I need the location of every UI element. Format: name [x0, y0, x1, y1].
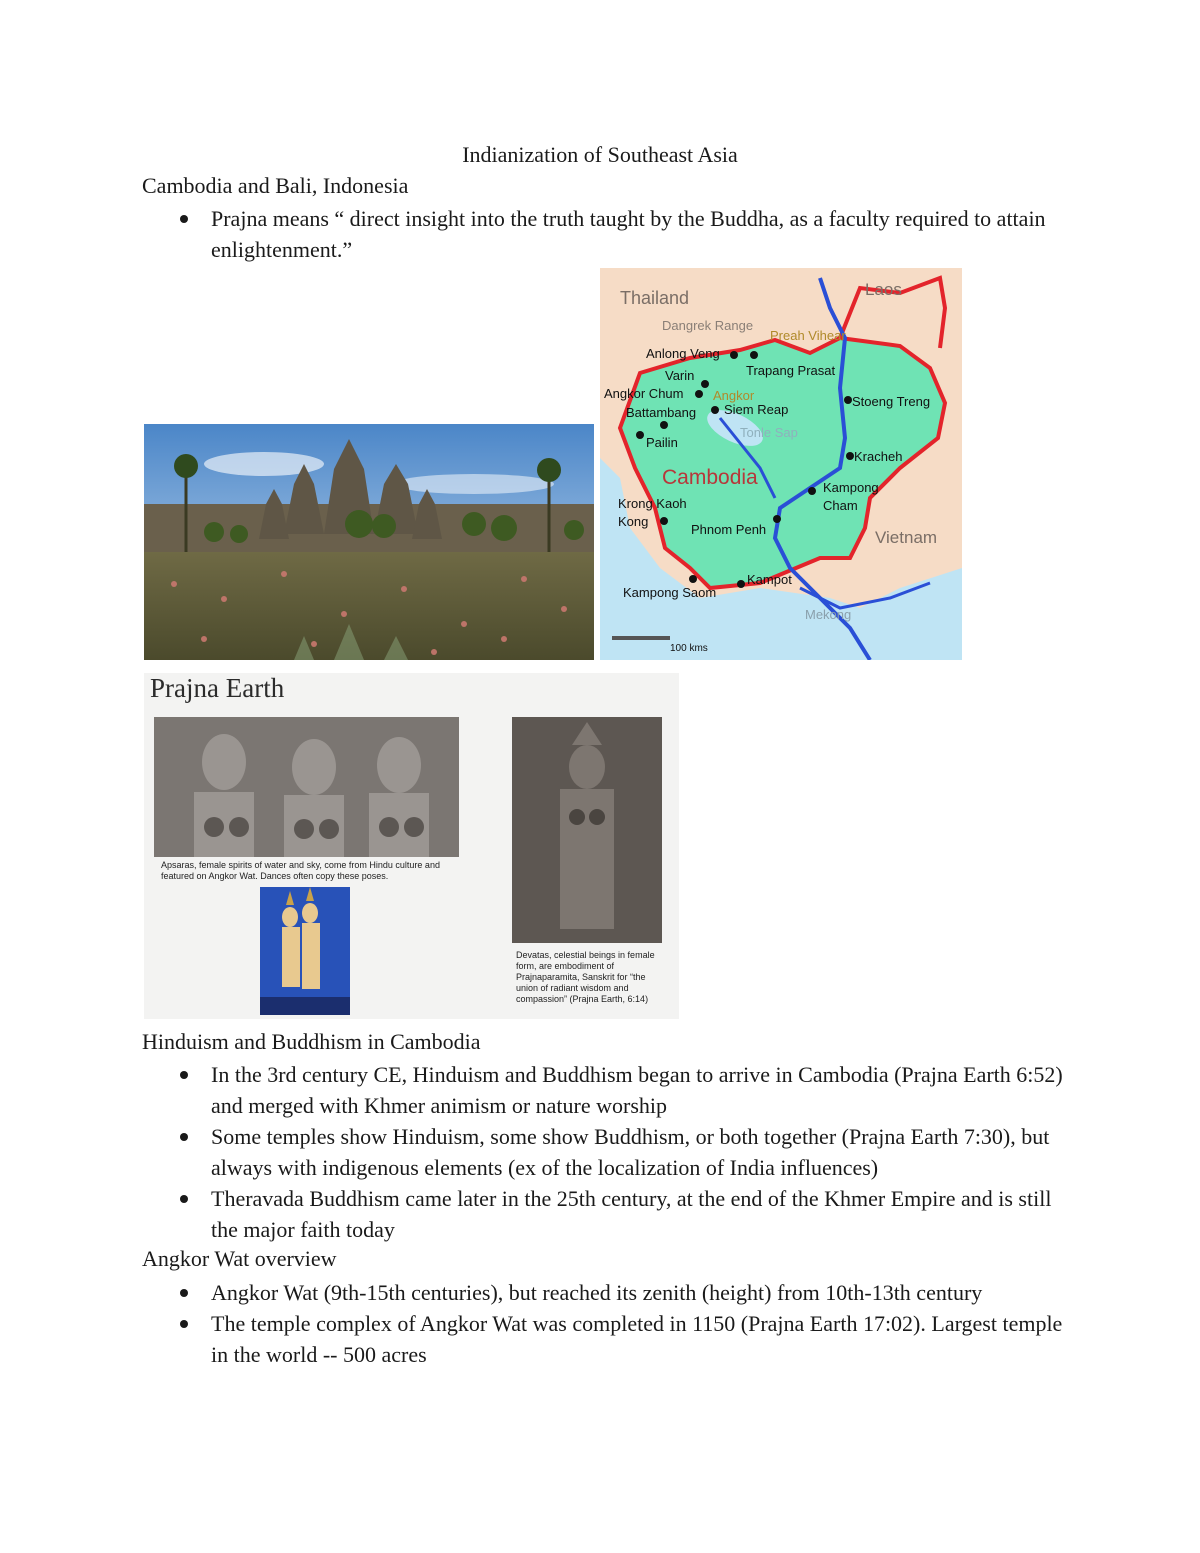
section-heading-angkor-wat: Angkor Wat overview	[142, 1246, 337, 1271]
map-label-mekong: Mekong	[805, 607, 852, 622]
map-label-kampot: Kampot	[747, 572, 792, 587]
city-marker	[808, 487, 816, 495]
section-heading-cambodia-bali: Cambodia and Bali, Indonesia	[142, 173, 409, 198]
list-item: Angkor Wat (9th-15th centuries), but reached its zenith (height) from 10th-13th century	[142, 1277, 1072, 1308]
city-marker	[844, 396, 852, 404]
map-label-phnom-penh: Phnom Penh	[691, 522, 767, 537]
map-label-dangrek: Dangrek Range	[662, 318, 754, 333]
bullet-list-angkor-wat	[142, 1277, 1072, 1370]
bullet-list-hinduism-buddhism	[142, 1059, 1072, 1245]
map-label-anlong-veng: Anlong Veng	[646, 346, 720, 361]
section-heading-hinduism-buddhism: Hinduism and Buddhism in Cambodia	[142, 1029, 481, 1054]
map-label-varin: Varin	[665, 368, 695, 383]
dancers-photo	[260, 887, 350, 1015]
city-marker	[730, 351, 738, 359]
map-label-krong-kaoh-1: Krong Kaoh	[618, 496, 687, 511]
map-label-laos: Laos	[865, 280, 902, 299]
map-label-krong-kaoh-2: Kong	[618, 514, 649, 529]
list-item: Theravada Buddhism came later in the 25th century, at the end of the Khmer Empire and is still the major faith today	[142, 1183, 1072, 1245]
map-label-angkor-chum: Angkor Chum	[604, 386, 684, 401]
cambodia-map	[600, 268, 962, 660]
map-label-cambodia: Cambodia	[662, 466, 758, 489]
map-label-trapang-prasat: Trapang Prasat	[746, 363, 836, 378]
city-marker	[695, 390, 703, 398]
map-label-siem-reap: Siem Reap	[724, 402, 789, 417]
city-marker	[636, 431, 644, 439]
slide-title: Prajna Earth	[150, 673, 285, 703]
map-label-battambang: Battambang	[626, 405, 697, 420]
list-item: Some temples show Hinduism, some show Buddhism, or both together (Prajna Earth 7:30), but always with indigenous elements (ex of the localization of India influences)	[142, 1121, 1072, 1183]
bullet-list-prajna	[142, 203, 1072, 265]
apsaras-relief-photo	[154, 717, 459, 857]
angkor-wat-photo	[144, 424, 594, 660]
map-label-angkor: Angkor	[713, 388, 755, 403]
city-marker	[701, 380, 709, 388]
city-marker	[737, 580, 745, 588]
prajna-earth-slide	[144, 673, 679, 1019]
devatas-caption: Devatas, celestial beings in female form, are embodiment of Prajnaparamita, Sanskrit for “the union of radiant wisdom and compassion” (Prajna Earth, 6:14)	[516, 950, 655, 1004]
map-label-kampong-saom: Kampong Saom	[623, 585, 717, 600]
city-marker	[660, 517, 668, 525]
map-label-pailin: Pailin	[646, 435, 678, 450]
map-label-stoeng-treng: Stoeng Treng	[852, 394, 931, 409]
map-label-thailand: Thailand	[620, 288, 690, 308]
map-label-kampong-cham-2: Cham	[823, 498, 858, 513]
city-marker	[711, 406, 719, 414]
city-marker	[773, 515, 781, 523]
map-label-kracheh: Kracheh	[854, 449, 903, 464]
map-label-vietnam: Vietnam	[875, 528, 938, 547]
map-label-preah-vihear: Preah Vihear	[770, 328, 846, 343]
list-item: Prajna means “ direct insight into the truth taught by the Buddha, as a faculty required to attain enlightenment.”	[142, 203, 1072, 265]
list-item: The temple complex of Angkor Wat was completed in 1150 (Prajna Earth 17:02). Largest temple in the world -- 500 acres	[142, 1308, 1072, 1370]
city-marker	[660, 421, 668, 429]
document-title: Indianization of Southeast Asia	[462, 142, 738, 167]
map-label-kampong-cham-1: Kampong	[823, 480, 879, 495]
apsaras-caption: Apsaras, female spirits of water and sky, come from Hindu culture and featured on Angkor Wat. Dances often copy these poses.	[161, 860, 440, 881]
city-marker	[750, 351, 758, 359]
city-marker	[689, 575, 697, 583]
devata-relief-photo	[512, 717, 662, 943]
map-label-tonle-sap: Tonle Sap	[740, 425, 798, 440]
map-scale-label: 100 kms	[670, 643, 708, 654]
list-item: In the 3rd century CE, Hinduism and Buddhism began to arrive in Cambodia (Prajna Earth 6:52) and merged with Khmer animism or nature worship	[142, 1059, 1072, 1121]
city-marker	[846, 452, 854, 460]
